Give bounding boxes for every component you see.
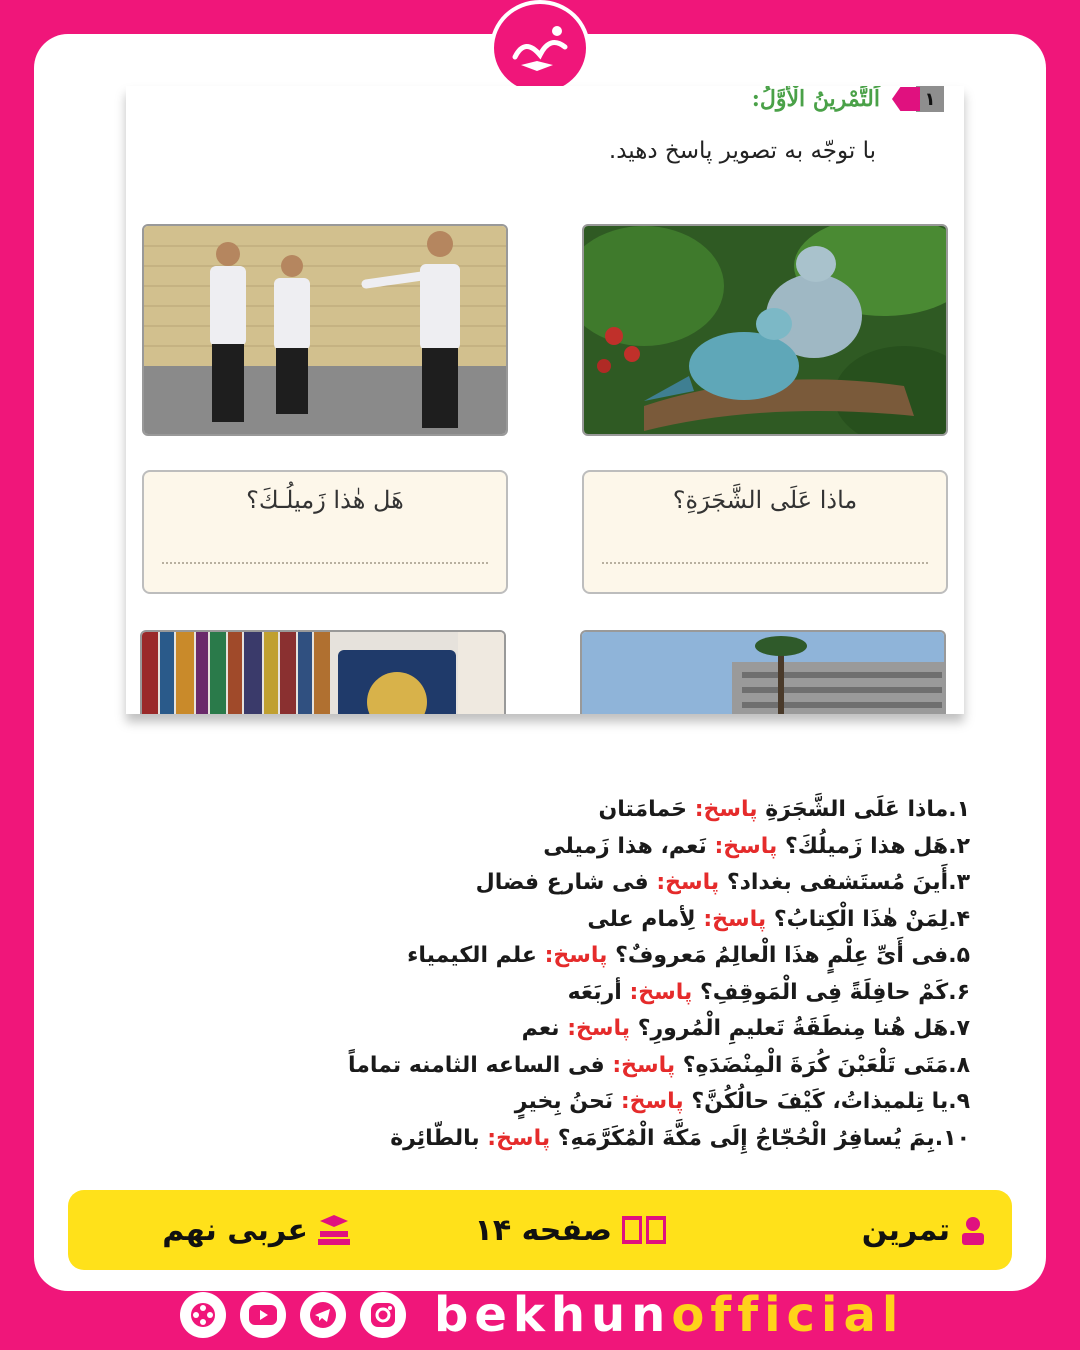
telegram-icon[interactable]: [300, 1292, 346, 1338]
footer-page: [475, 1190, 668, 1270]
answer-label: پاسخ:: [487, 1125, 551, 1151]
youtube-icon[interactable]: [240, 1292, 286, 1338]
answer-item: ۴.لِمَنْ هٰذَا الْكِتابُ؟ پاسخ: لِأمام علی: [587, 906, 970, 932]
answer-label: پاسخ:: [629, 979, 693, 1005]
answer-label: پاسخ:: [567, 1016, 631, 1041]
answer-item: ۶.کَمْ حافِلَةً فِی الْمَوقِفِ؟ پاسخ: أربَعَه: [567, 979, 970, 1005]
exercise-header: [752, 86, 944, 112]
footer-type-label: تمرین: [861, 1212, 950, 1248]
brand-handle-part1: bekhun: [434, 1287, 672, 1343]
question-box-classmate: [142, 470, 508, 594]
brand-handle-part2: official: [671, 1287, 905, 1343]
footer-book-label: عربی نهم: [162, 1212, 308, 1248]
answer-item: ٢.هَل هذا زَميلُكَ؟ پاسخ: نَعم، هذا زَميلی: [543, 833, 970, 859]
brand-handle[interactable]: [434, 1287, 904, 1343]
building-photo: [580, 630, 946, 714]
answer-item: ۵.فی أَیِّ عِلْمٍ هذَا الْعالِمُ مَعروفٌ؟ پاسخ: علم الکیمیاء: [407, 943, 970, 968]
textbook-page: [126, 86, 964, 714]
open-book-icon: [620, 1212, 668, 1248]
footer-type: [862, 1190, 988, 1270]
answer-line[interactable]: [162, 562, 488, 564]
question-text: هَل هٰذا زَميلُـكَ؟: [246, 486, 404, 514]
answer-label: پاسخ:: [694, 797, 758, 822]
answer-label: پاسخ:: [714, 833, 778, 859]
exercise-title: اَلتَّمْرينُ الْأَوَّلُ:: [751, 86, 880, 112]
exercise-number: ١: [916, 86, 944, 112]
logo-mark-icon: [505, 17, 575, 79]
question-box-tree: [582, 470, 948, 594]
answers-list: [110, 792, 970, 1157]
instagram-icon[interactable]: [360, 1292, 406, 1338]
footer-page-label: صفحه ۱۴: [474, 1212, 612, 1248]
answer-item: ٣.أَينَ مُستَشفى بغداد؟ پاسخ: فی شارع فضال: [475, 870, 970, 895]
footer-book: [162, 1190, 352, 1270]
exercise-tag-icon: [892, 87, 920, 111]
teacher-icon: [958, 1215, 988, 1245]
answer-label: پاسخ:: [620, 1089, 684, 1114]
answer-label: پاسخ:: [703, 906, 767, 932]
answer-item: ٧.هَل هُنا مِنطَقَةُ تَعليمِ الْمُرورِ؟ پاسخ: نعم: [521, 1016, 970, 1041]
footer-bar: [68, 1190, 1012, 1270]
answer-label: پاسخ:: [656, 870, 720, 895]
graduation-books-icon: [316, 1213, 352, 1247]
answer-item: ١٠.بِمَ یُسافِرُ الْحُجّاجُ إِلَى مَکَّةَ الْمُکَرَّمَهِ؟ پاسخ: بالطّائِرة: [390, 1125, 970, 1151]
bekhun-logo[interactable]: [490, 0, 590, 96]
answer-item: ٩.یا تِلمیذاتُ، کَیْفَ حالُکُنَّ؟ پاسخ: نَحنُ بِخیرٍ: [514, 1089, 970, 1114]
exercise-instruction: با توجّه به تصوير پاسخ دهيد.: [608, 138, 876, 164]
answer-label: پاسخ:: [612, 1052, 676, 1078]
answer-item: ١.ماذا عَلَى الشَّجَرَةِ پاسخ: حَمامَتان: [598, 797, 970, 822]
aparat-icon[interactable]: [180, 1292, 226, 1338]
books-photo: [140, 630, 506, 714]
birds-photo: [582, 224, 948, 436]
answer-label: پاسخ:: [544, 943, 608, 968]
social-links: [180, 1287, 904, 1343]
answer-line[interactable]: [602, 562, 928, 564]
question-text: ماذا عَلَى الشَّجَرَةِ؟: [672, 486, 858, 514]
answer-item: ٨.مَتَى تَلْعَبْنَ کُرَةَ الْمِنْضَدَهِ؟ پاسخ: فی الساعه الثامنه تماماً: [348, 1052, 970, 1078]
students-photo: [142, 224, 508, 436]
